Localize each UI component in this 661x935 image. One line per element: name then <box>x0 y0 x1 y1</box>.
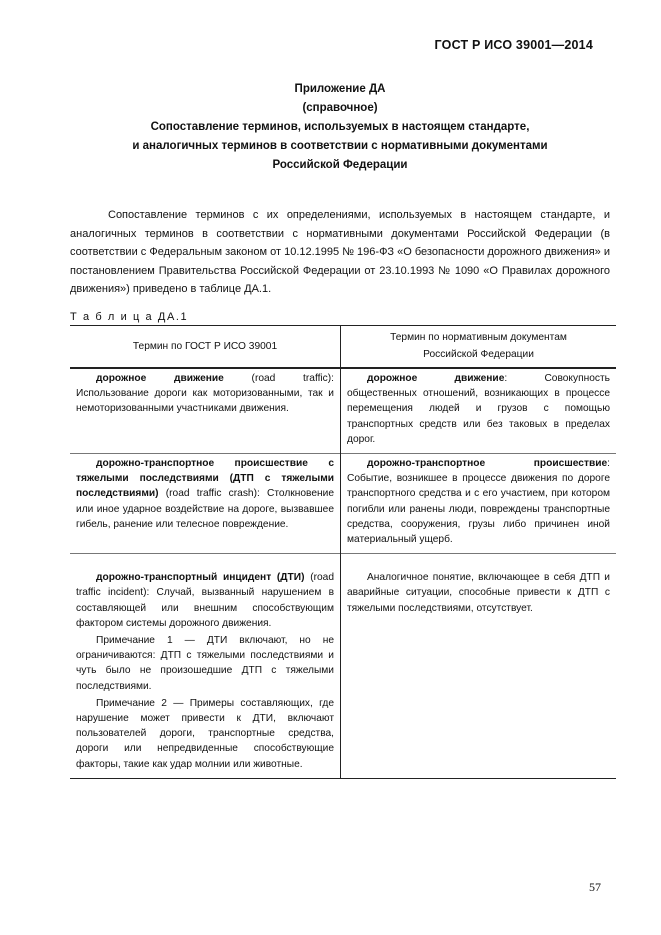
header-rf-term-line-2: Российской Федерации <box>423 349 534 360</box>
appendix-status: (справочное) <box>302 102 378 114</box>
definition-text: : Событие, возникшее в процессе движения по дороге транспортного средства и с его участием, при котором погибли или ранены люди, повреждены транспортные средства, сооружения, грузы либо причинен иной материальный ущерб. <box>347 458 610 546</box>
table-cell-rf <box>341 368 617 454</box>
appendix-heading-line-2: и аналогичных терминов в соответствии с нормативными документами <box>132 140 548 152</box>
definition-text: Аналогичное понятие, включающее в себя ДТП и аварийные ситуации, способные привести к ДТП с тяжелыми последствиями, отсутствует. <box>347 572 610 614</box>
table-cell-rf <box>341 554 617 779</box>
definition <box>347 456 610 547</box>
appendix-heading-line-3: Российской Федерации <box>272 159 408 171</box>
definition <box>76 456 334 532</box>
appendix-title: Приложение ДА <box>294 83 386 95</box>
appendix-heading-line-1: Сопоставление терминов, используемых в настоящем стандарте, <box>150 121 530 133</box>
standard-header: ГОСТ Р ИСО 39001—2014 <box>434 38 593 52</box>
term: дорожно-транспортное происшествие с тяжелыми последствиями (ДТП с тяжелыми последствиями) <box>76 458 334 500</box>
term: дорожно-транспортный инцидент (ДТИ) <box>96 572 305 584</box>
definition-text: (road traffic crash): Столкновение или иное ударное воздействие на дороге, вызвавшее гибель, ранение или телесное повреждение. <box>76 488 334 530</box>
table-row <box>70 554 616 779</box>
note-1: Примечание 1 — ДТИ включают, но не ограничиваются: ДТП с тяжелыми последствиями и чуть было не произошедшие ДТП с тяжелыми последствиями. <box>76 635 334 692</box>
intro-paragraph <box>70 206 610 299</box>
table-header-row <box>70 326 616 369</box>
page-number: 57 <box>589 880 601 894</box>
header-rf-term <box>341 326 617 369</box>
table-cell-rf <box>341 454 617 554</box>
definition <box>347 371 610 447</box>
table-cell-gost <box>70 454 341 554</box>
term: дорожно-транспортное происшествие <box>367 458 608 470</box>
header-gost-term <box>70 326 341 369</box>
definition-text: (road traffic incident): Случай, вызванный нарушением в составляющей или внешним способствующим фактором системы дорожного движения. <box>76 572 334 629</box>
definition <box>76 371 334 417</box>
header-gost-term-label: Термин по ГОСТ Р ИСО 39001 <box>132 340 278 352</box>
table-row <box>70 454 616 554</box>
header-rf-term-line-1: Термин по нормативным документам <box>390 332 567 343</box>
table-cell-gost <box>70 554 341 779</box>
term: дорожное движение <box>96 373 224 384</box>
appendix-title-block <box>60 80 620 175</box>
definition-text: : Совокупность общественных отношений, возникающих в процессе перемещения людей и грузов с помощью транспортных средств или без таковых в пределах дорог. <box>347 373 610 445</box>
terms-table <box>70 325 616 779</box>
definition <box>76 570 334 631</box>
term: дорожное движение <box>367 373 505 384</box>
note-2: Примечание 2 — Примеры составляющих, где нарушение может привести к ДТИ, включают пользователей дороги, транспортные средства, дороги или непредвиденные способствующие факторы, такие как удар молнии или животные. <box>76 697 334 770</box>
table-caption: Т а б л и ц а ДА.1 <box>70 311 189 323</box>
table-row <box>70 368 616 454</box>
table-cell-gost <box>70 368 341 454</box>
definition-text: (road traffic): Использование дороги как моторизованными, так и немоторизованными участниками движения. <box>76 373 334 415</box>
intro-text: Сопоставление терминов с их определениями, используемых в настоящем стандарте, и аналогичных терминов в соответствии с нормативными документами Российской Федерации (в соответствии с Федеральным законом от 10.12.1995 № 196-ФЗ «О безопасности дорожного движения» и постановлением Правительства Российской Федерации от 23.10.1993 № 1090 «О Правилах дорожного движения») приведено в таблице ДА.1. <box>70 209 610 296</box>
